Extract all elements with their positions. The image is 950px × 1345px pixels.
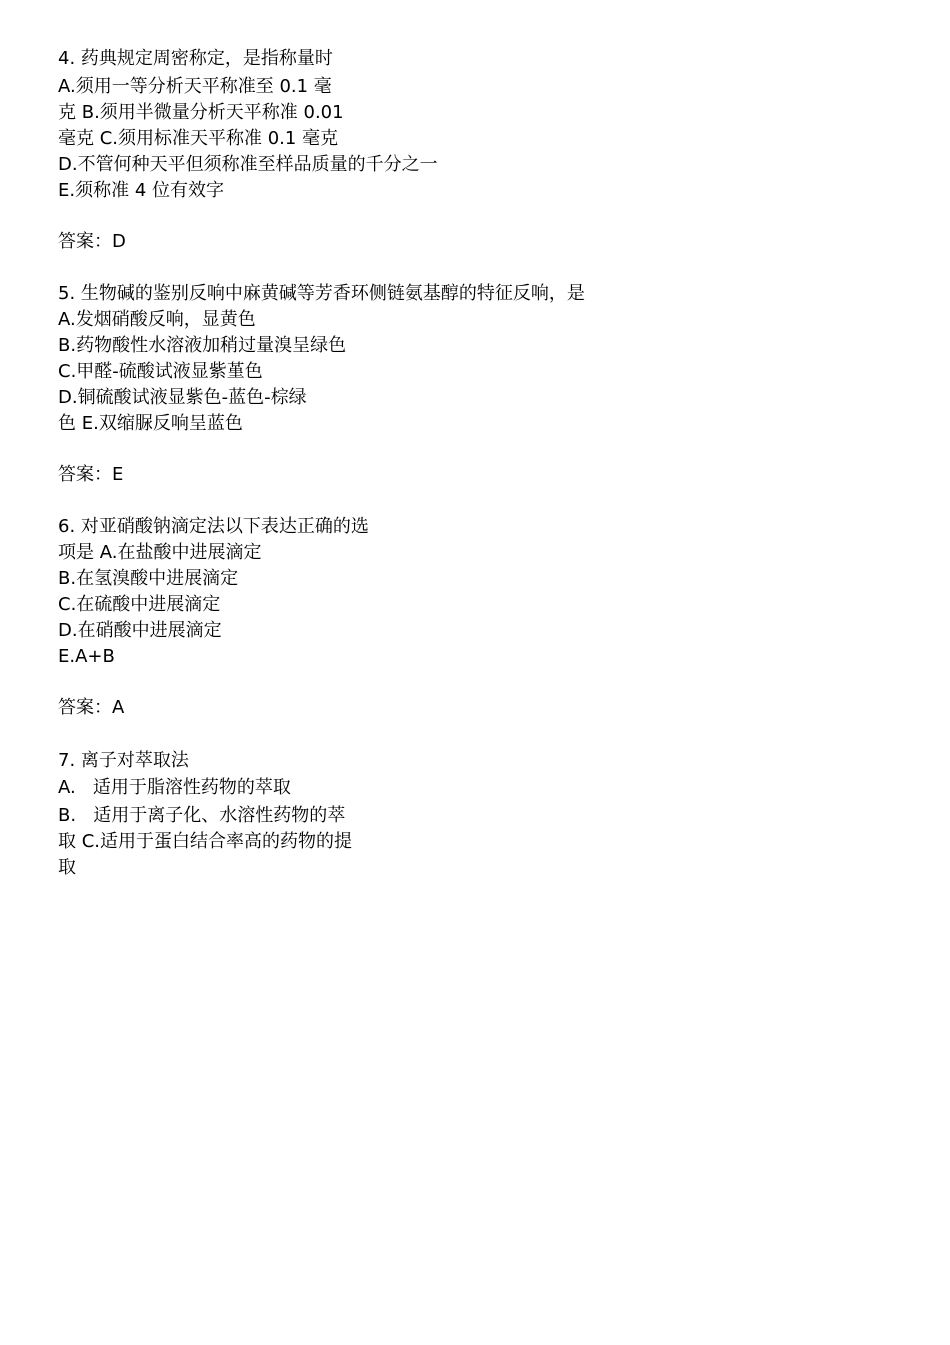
- question-5-answer: 答案：E: [58, 464, 124, 485]
- question-4-line: D.不管何种天平但须称准至样品质量的千分之一: [58, 154, 438, 175]
- question-5-line: D.铜硫酸试液显紫色-蓝色-棕绿: [58, 387, 307, 408]
- question-7-stem: 7. 离子对萃取法: [58, 750, 189, 771]
- question-7-line: 取 C.适用于蛋白结合率高的药物的提: [58, 831, 353, 852]
- question-4-line: A.须用一等分析天平称准至 0.1 毫: [58, 76, 332, 97]
- question-4-line: E.须称准 4 位有效字: [58, 180, 224, 201]
- question-5-stem: 5. 生物碱的鉴别反响中麻黄碱等芳香环侧链氨基醇的特征反响，是: [58, 283, 585, 304]
- question-6-answer: 答案：A: [58, 697, 125, 718]
- question-6-line: D.在硝酸中进展滴定: [58, 620, 222, 641]
- question-6-line: B.在氢溴酸中进展滴定: [58, 568, 239, 589]
- question-6-line: E.A+B: [58, 646, 115, 667]
- question-5-line: 色 E.双缩脲反响呈蓝色: [58, 413, 243, 434]
- question-5-line: C.甲醛-硫酸试液显紫堇色: [58, 361, 263, 382]
- question-6-line: C.在硫酸中进展滴定: [58, 594, 221, 615]
- question-4-stem: 4. 药典规定周密称定，是指称量时: [58, 48, 333, 69]
- question-4-line: 毫克 C.须用标准天平称准 0.1 毫克: [58, 128, 339, 149]
- question-5-line: A.发烟硝酸反响，显黄色: [58, 309, 256, 330]
- question-6-stem: 6. 对亚硝酸钠滴定法以下表达正确的选: [58, 516, 369, 537]
- question-7-line: A. 适用于脂溶性药物的萃取: [58, 777, 291, 798]
- question-7-line: B. 适用于离子化、水溶性药物的萃: [58, 805, 346, 826]
- question-5-line: B.药物酸性水溶液加稍过量溴呈绿色: [58, 335, 347, 356]
- question-4-answer: 答案：D: [58, 231, 126, 252]
- question-7-line: 取: [58, 857, 76, 878]
- question-6-line: 项是 A.在盐酸中进展滴定: [58, 542, 262, 563]
- question-4-line: 克 B.须用半微量分析天平称准 0.01: [58, 102, 344, 123]
